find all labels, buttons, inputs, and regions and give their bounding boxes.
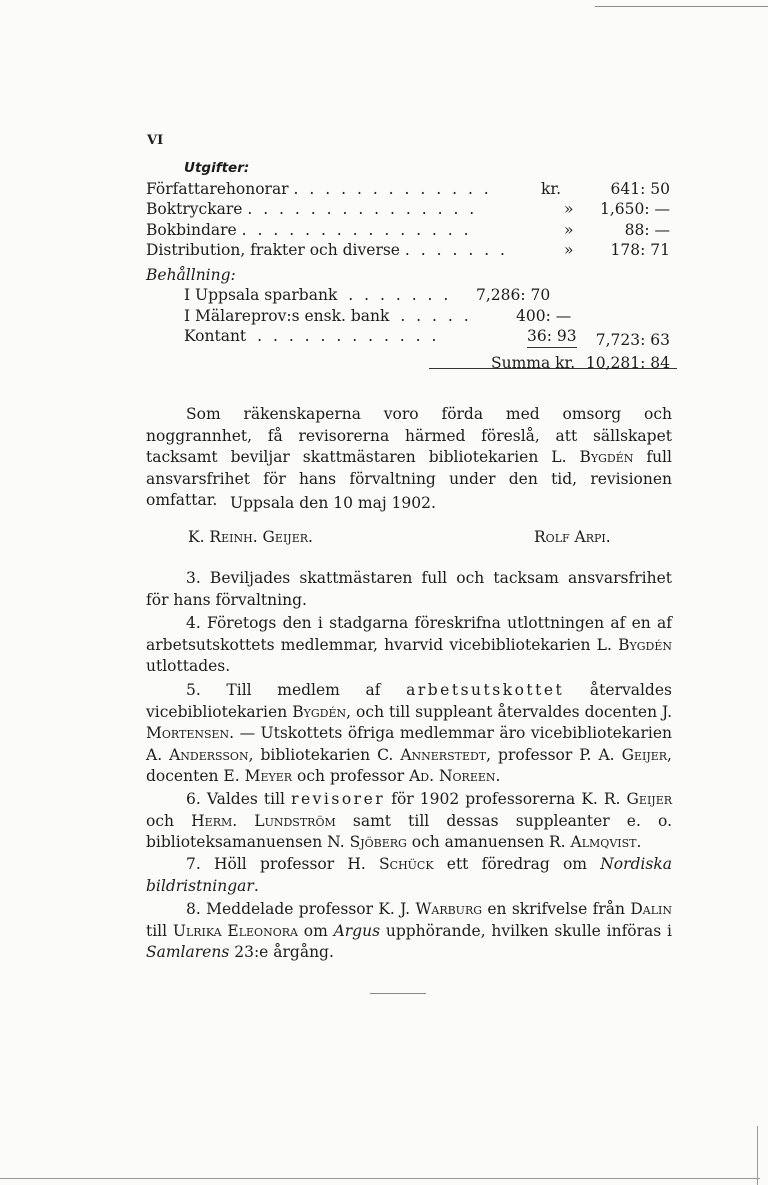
item-6: 6. Valdes till revisorer för 1902 professorerna K. R. Geijer och Herm. Lundström samt till dessas suppleanter e. o. biblioteksamanuensen N. Sjöberg och amanuensen R. Almqvist. (146, 790, 673, 851)
row-amount: 7,286: 70 (476, 286, 551, 304)
row-label: Distribution, frakter och diverse (146, 241, 400, 259)
person-name: Bygdén (292, 702, 347, 721)
signature-right: Rolf Arpi. (534, 528, 611, 546)
summa-row (146, 353, 676, 374)
ledger-row (146, 220, 676, 241)
row-label: Författarehonorar (146, 179, 289, 198)
spaced-term: revisorer (291, 790, 386, 808)
row-unit: kr. (541, 179, 562, 198)
person-name: Bygdén (618, 635, 672, 654)
row-amount: 641: 50 (610, 179, 670, 198)
scan-edge-top (595, 6, 768, 7)
person-name: Mortensen (146, 724, 230, 742)
item-4: 4. Företogs den i stadgarna föreskrifna utlottningen af en af arbetsutskottets medlemmar, hvarvid vicebibliotekarien L. Bygdén utlottades. (146, 614, 672, 675)
person-name: Warburg (415, 900, 483, 918)
utgifter-heading: Utgifter: (184, 160, 250, 176)
row-total: 7,723: 63 (595, 331, 670, 349)
end-rule (370, 993, 426, 994)
person-name: Herm. Lundström (191, 811, 336, 830)
person-name: Schück (379, 855, 434, 873)
summa-label: Summa kr. (491, 353, 576, 372)
row-unit: » (564, 220, 574, 239)
leader-dots: . . . . . . . . . . . . . . . (241, 220, 472, 239)
row-label: I Uppsala sparbank (184, 286, 338, 304)
ledger-row (146, 199, 676, 220)
leader-dots: . . . . . . . (404, 241, 508, 259)
ledger-row (146, 240, 676, 261)
row-amount: 88: — (624, 220, 670, 239)
ledger-row (146, 306, 676, 327)
person-name: Andersson (169, 745, 249, 764)
leader-dots: . . . . . . . . . . . . . (293, 179, 492, 198)
item-3: 3. Beviljades skattmästaren full och tacksam ansvarsfrihet för hans förvaltning. (146, 569, 672, 609)
leader-dots: . . . . . . . . . . . . . . . (247, 200, 478, 218)
person-name: Meyer (244, 767, 293, 785)
row-amount: 1,650: — (599, 200, 670, 218)
row-label: I Mälareprov:s ensk. bank (184, 306, 390, 325)
person-name: Dalin (630, 900, 672, 918)
person-name: Sjöberg (349, 833, 407, 851)
row-amount: 178: 71 (610, 241, 670, 259)
item-8: 8. Meddelade professor K. J. Warburg en skrifvelse från Dalin till Ulrika Eleonora om Argus upphörande, hvilken skulle införas i Samlarens 23:e årgång. (146, 900, 672, 961)
ledger-row (146, 326, 676, 347)
row-unit: » (564, 241, 574, 259)
leader-dots: . . . . . . . . . . . . (257, 327, 440, 345)
person-name: Almqvist (570, 833, 637, 851)
accounts-ledger (146, 158, 676, 373)
publication-title: Samlarens (146, 943, 230, 961)
summa-amount: 10,281: 84 (585, 353, 670, 372)
lecture-title: Nordiska bildristningar (146, 855, 672, 895)
person-name: Ad. Noreen (409, 767, 496, 785)
person-name: Geijer (621, 745, 668, 764)
ledger-row (146, 179, 676, 200)
page-number: VI (147, 133, 164, 148)
leader-dots: . . . . . . . (348, 286, 452, 304)
ledger-row (146, 285, 676, 306)
publication-title: Argus (333, 921, 381, 940)
row-label: Bokbindare (146, 220, 237, 239)
person-name: Annerstedt (400, 745, 487, 764)
row-label: Boktryckare (146, 200, 243, 218)
place-date: Uppsala den 10 maj 1902. (230, 494, 436, 512)
leader-dots: . . . . . (400, 306, 472, 325)
auditor-statement: Som räkenskaperna voro förda med omsorg och noggrannhet, få revisorerna härmed föreslå, att sällskapet tacksamt beviljar skattmästaren bibliotekarien L. Bygdén full ansvarsfrihet för hans förvaltning under den tid, revisionen omfattar. (146, 405, 672, 509)
item-5: 5. Till medlem af arbetsutskottet återvaldes vicebibliotekarien Bygdén, och till suppleant återvaldes docenten J. Mortensen. — Utskottets öfriga medlemmar äro vicebibliotekarien A. Andersson, bibliotekarien C. Annerstedt, professor P. A. Geijer, docenten E. Meyer och professor Ad. Noreen. (146, 681, 672, 785)
row-unit: » (564, 200, 574, 218)
spaced-term: arbetsutskottet (406, 681, 565, 699)
scan-edge-right (757, 1126, 758, 1185)
person-name: Ulrika Eleonora (172, 921, 298, 940)
person-name: Geijer (626, 790, 673, 808)
scan-edge-bottom (0, 1178, 760, 1179)
signature-left: K. Reinh. Geijer. (188, 528, 313, 546)
row-label: Kontant (184, 327, 247, 345)
person-name: Bygdén (579, 448, 634, 466)
behallning-heading: Behållning: (146, 265, 236, 284)
item-7: 7. Höll professor H. Schück ett föredrag om Nordiska bildristningar. (146, 855, 672, 895)
row-amount: 36: 93 (527, 326, 577, 348)
row-amount: 400: — (516, 306, 572, 325)
